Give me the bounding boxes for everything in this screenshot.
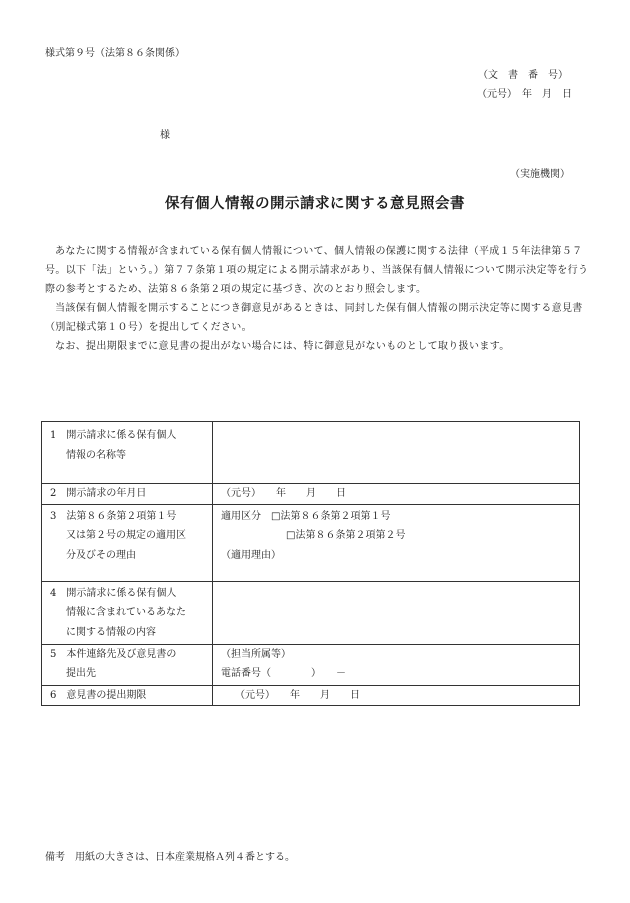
row4-label-line1: 4 開示請求に係る保有個人 bbox=[50, 587, 177, 599]
row1-label-line2: 情報の名称等 bbox=[66, 449, 126, 461]
remark-note: 備考 用紙の大きさは、日本産業規格Ａ列４番とする。 bbox=[45, 852, 295, 863]
row4-label bbox=[42, 581, 213, 644]
row5-value-line2: 電話番号（ ） － bbox=[221, 668, 346, 679]
sender-organization: （実施機関） bbox=[510, 169, 570, 180]
body-paragraph-3: なお、提出期限までに意見書の提出がない場合には、特に御意見がないものとして取り扱います。 bbox=[55, 341, 510, 352]
row3-checkbox-line2 bbox=[221, 526, 571, 546]
document-number: （文 書 番 号） bbox=[478, 70, 568, 81]
row1-label bbox=[42, 422, 213, 484]
row5-value-line1: （担当所属等） bbox=[221, 648, 291, 660]
row1-label-line1: 1 開示請求に係る保有個人 bbox=[50, 430, 177, 441]
body-paragraph-2: 当該保有個人情報を開示することにつき御意見があるときは、同封した保有個人情報の開示決定等に関する意見書（別記様式第１０号）を提出してください。 bbox=[45, 303, 583, 333]
row2-label bbox=[42, 484, 213, 505]
row2-value: （元号） 年 月 日 bbox=[213, 484, 580, 505]
table-row bbox=[42, 422, 580, 484]
row3-value bbox=[213, 504, 580, 581]
row4-label-line2: 情報に含まれているあなた bbox=[66, 607, 186, 618]
table-row bbox=[42, 644, 580, 685]
row5-label-line2: 提出先 bbox=[66, 668, 96, 679]
document-date: （元号） 年 月 日 bbox=[477, 89, 572, 100]
row2-label-line1: 2 開示請求の年月日 bbox=[50, 488, 147, 499]
row4-value bbox=[213, 581, 580, 644]
row3-value-line2: □法第８６条第２項第２号 bbox=[286, 530, 406, 541]
row5-label-line1: 5 本件連絡先及び意見書の bbox=[50, 648, 177, 660]
row5-value bbox=[213, 644, 580, 685]
form-number: 様式第９号（法第８６条関係） bbox=[45, 48, 185, 59]
table-row bbox=[42, 581, 580, 644]
body-text bbox=[45, 242, 590, 356]
body-paragraph-1: あなたに関する情報が含まれている保有個人情報について、個人情報の保護に関する法律（平成１５年法律第５７号。以下「法」という。）第７７条第１項の規定による開示請求があり、当該保有個人情報について開示決定等を行う際の参考とするため、法第８６条第２項の規定に基づき、次のとおり照会します。 bbox=[45, 246, 589, 295]
row5-label bbox=[42, 644, 213, 685]
row6-label-line1: 6 意見書の提出期限 bbox=[50, 689, 147, 701]
table-row bbox=[42, 484, 580, 505]
row4-label-line3: に関する情報の内容 bbox=[66, 626, 156, 638]
row3-label bbox=[42, 504, 213, 581]
row1-value bbox=[213, 422, 580, 484]
document-title: 保有個人情報の開示請求に関する意見照会書 bbox=[165, 195, 465, 212]
row3-value-line1: 適用区分 □法第８６条第２項第１号 bbox=[221, 510, 391, 522]
inquiry-table bbox=[41, 421, 580, 706]
row3-value-line3: （適用理由） bbox=[221, 549, 281, 561]
row3-label-line3: 分及びその理由 bbox=[66, 549, 136, 561]
addressee: 様 bbox=[160, 130, 170, 141]
row3-label-line1: 3 法第８６条第２項第１号 bbox=[50, 510, 177, 522]
table-row bbox=[42, 685, 580, 706]
row6-label bbox=[42, 685, 213, 706]
row6-value: （元号） 年 月 日 bbox=[213, 685, 580, 706]
row3-label-line2: 又は第２号の規定の適用区 bbox=[66, 530, 186, 541]
table-row bbox=[42, 504, 580, 581]
